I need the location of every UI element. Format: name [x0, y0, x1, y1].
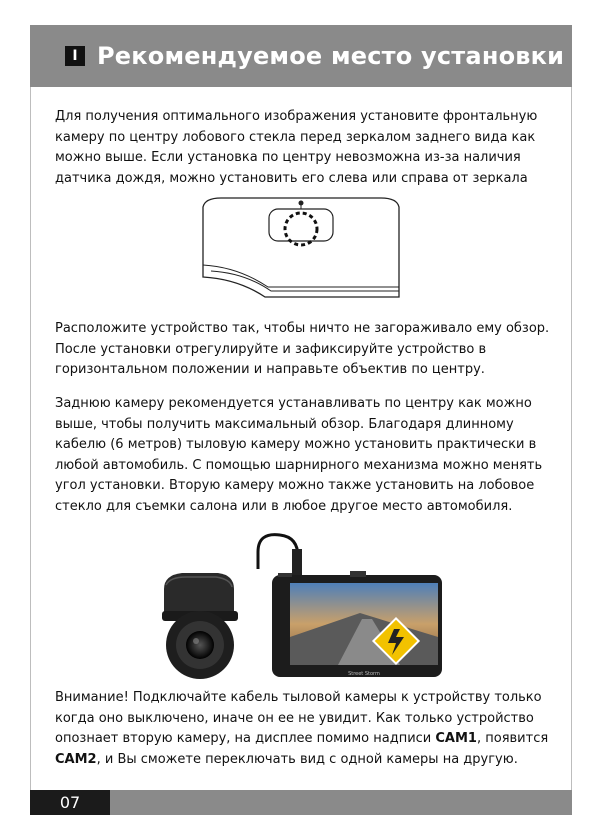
paragraph-front-camera: Для получения оптимального изображения установите фронтальную камеру по центру лобового стекла перед зеркалом заднего вида как можно выше. Если установка по центру невозможна из-за наличия датчика дождя, можно установить его слева или справа от зеркала	[55, 109, 538, 186]
page-title: Рекомендуемое место установки	[97, 42, 565, 70]
section-badge: I	[65, 46, 85, 66]
cam2-label: CAM2	[55, 751, 97, 767]
attention-text-3: , и Вы сможете переключать вид с одной камеры на другую.	[96, 751, 518, 767]
windshield-diagram	[193, 195, 409, 305]
camera-devices-illustration	[150, 527, 450, 682]
paragraph-attention	[55, 688, 555, 770]
attention-text-1: Внимание! Подключайте кабель тыловой камеры к устройству только когда оно выключено, иначе он ее не увидит. Как только устройство опознает вторую камеру, на дисплее помимо надписи	[55, 690, 542, 746]
paragraph-rear-camera: Заднюю камеру рекомендуется устанавливать по центру как можно выше, чтобы получить максимальный обзор. Благодаря длинному кабелю (6 метров) тыловую камеру можно установить практически в любой автомобиль. С помощью шарнирного механизма можно менять угол установки. Вторую камеру можно также установить на лобовое стекло для съемки салона или в любое другое место автомобиля.	[55, 396, 543, 514]
paragraph-positioning: Расположите устройство так, чтобы ничто не загораживало ему обзор. После установки отрегулируйте и зафиксируйте устройство в горизонтальном положении и направьте объектив по центру.	[55, 321, 550, 377]
footer-bar	[30, 790, 572, 815]
attention-text-2: , появится	[476, 731, 549, 746]
page-number: 07	[30, 790, 110, 815]
cam1-label: CAM1	[435, 731, 477, 746]
section-header	[30, 25, 572, 87]
screen-logo: Street Storm	[348, 671, 380, 677]
